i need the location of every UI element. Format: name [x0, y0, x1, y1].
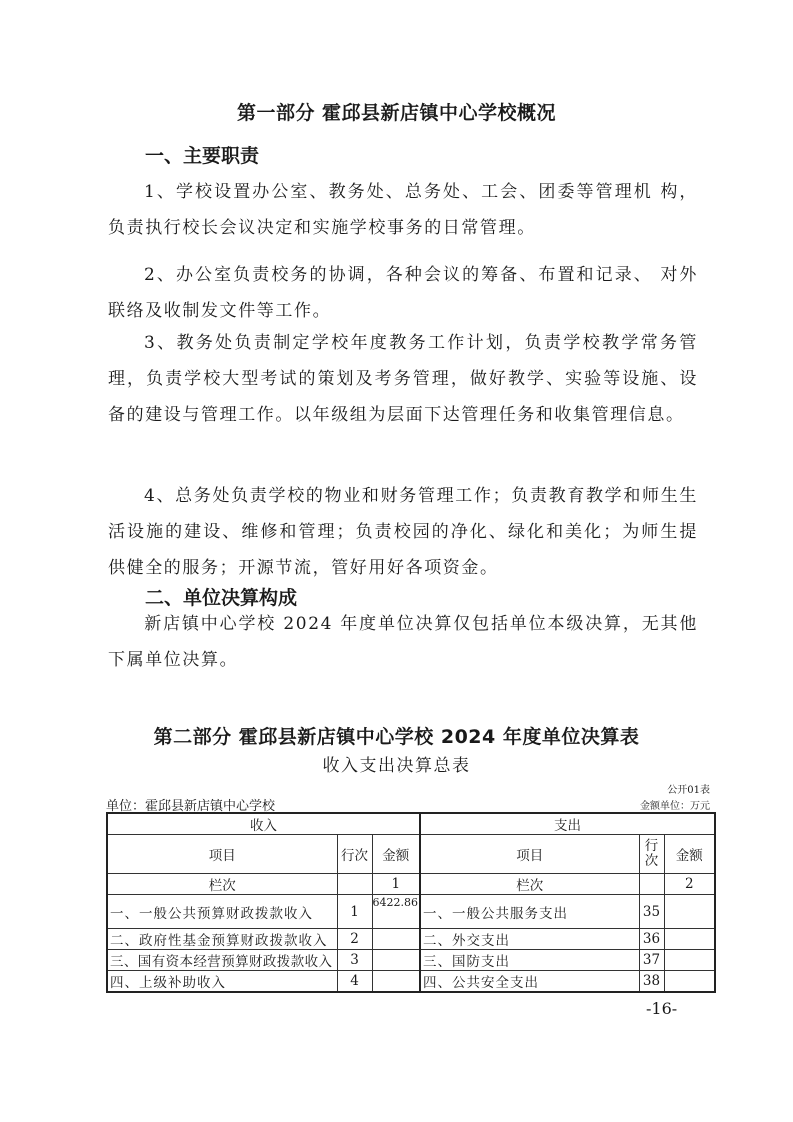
table-group-header-row	[107, 813, 715, 835]
expense-row-no-header-line1: 行	[644, 838, 659, 854]
duty-paragraph-1	[108, 174, 698, 246]
expense-column-index: 2	[664, 874, 715, 895]
page-number: -16-	[646, 999, 678, 1018]
expense-amount	[664, 971, 715, 993]
income-row-no: 3	[337, 950, 372, 971]
expense-item: 一、一般公共服务支出	[420, 895, 639, 929]
income-amount-header: 金额	[372, 835, 420, 874]
expense-row-no: 38	[639, 971, 664, 993]
expense-amount	[664, 929, 715, 950]
duty-paragraph-3	[108, 325, 698, 433]
expense-item: 三、国防支出	[420, 950, 639, 971]
expense-item: 四、公共安全支出	[420, 971, 639, 993]
income-column-index: 1	[372, 874, 420, 895]
expense-group-header: 支出	[420, 813, 715, 835]
duty-paragraph-3-text: 3、教务处负责制定学校年度教务工作计划，负责学校教学常务管理，负责学校大型考试的策划及考务管理，做好教学、实验等设施、设备的建设与管理工作。以年级组为层面下达管理任务和收集管理信息。	[108, 333, 698, 425]
composition-paragraph	[108, 606, 698, 678]
table-row	[107, 929, 715, 950]
expense-item: 二、外交支出	[420, 929, 639, 950]
expense-amount	[664, 895, 715, 929]
expense-row-no-header	[639, 835, 664, 874]
section1-heading: 一、主要职责	[145, 145, 260, 167]
section2-heading: 二、单位决算构成	[145, 587, 298, 609]
expense-amount-header: 金额	[664, 835, 715, 874]
amount-unit: 金额单位：万元	[640, 801, 710, 812]
form-code: 公开01表	[667, 785, 710, 796]
expense-column-index-label: 栏次	[420, 874, 639, 895]
income-item: 一、一般公共预算财政拨款收入	[107, 895, 337, 929]
income-column-index-blank	[337, 874, 372, 895]
income-item: 三、国有资本经营预算财政拨款收入	[107, 950, 337, 971]
income-amount	[372, 950, 420, 971]
duty-paragraph-4	[108, 478, 698, 586]
expense-row-no: 35	[639, 895, 664, 929]
part1-title: 第一部分 霍邱县新店镇中心学校概况	[236, 102, 557, 124]
composition-paragraph-text: 新店镇中心学校 2024 年度单位决算仅包括单位本级决算，无其他下属单位决算。	[108, 614, 698, 670]
income-amount	[372, 929, 420, 950]
column-index-row	[107, 874, 715, 895]
expense-column-index-blank	[639, 874, 664, 895]
table-row	[107, 971, 715, 993]
table-row	[107, 895, 715, 929]
table-title: 收入支出决算总表	[322, 756, 471, 776]
duty-paragraph-2	[108, 257, 698, 329]
income-column-index-label: 栏次	[107, 874, 337, 895]
income-item-header: 项目	[107, 835, 337, 874]
income-row-no: 2	[337, 929, 372, 950]
duty-paragraph-2-text: 2、办公室负责校务的协调，各种会议的筹备、布置和记录、 对外联络及收制发文件等工作。	[108, 265, 698, 321]
expense-item-header: 项目	[420, 835, 639, 874]
duty-paragraph-1-text: 1、学校设置办公室、教务处、总务处、工会、团委等管理机 构，负责执行校长会议决定和实施学校事务的日常管理。	[108, 182, 698, 238]
unit-label: 单位：霍邱县新店镇中心学校	[106, 799, 276, 814]
income-amount	[372, 971, 420, 993]
income-expense-summary-table	[106, 812, 716, 993]
expense-row-no: 37	[639, 950, 664, 971]
income-group-header: 收入	[107, 813, 420, 835]
expense-amount	[664, 950, 715, 971]
expense-row-no: 36	[639, 929, 664, 950]
income-amount: 6422.86	[372, 895, 420, 929]
income-row-no: 4	[337, 971, 372, 993]
income-row-no: 1	[337, 895, 372, 929]
income-item: 二、政府性基金预算财政拨款收入	[107, 929, 337, 950]
income-item: 四、上级补助收入	[107, 971, 337, 993]
part2-title: 第二部分 霍邱县新店镇中心学校 2024 年度单位决算表	[153, 726, 640, 748]
table-column-header-row	[107, 835, 715, 874]
income-row-no-header: 行次	[337, 835, 372, 874]
table-row	[107, 950, 715, 971]
duty-paragraph-4-text: 4、总务处负责学校的物业和财务管理工作；负责教育教学和师生生活设施的建设、维修和管理；负责校园的净化、绿化和美化；为师生提供健全的服务；开源节流，管好用好各项资金。	[108, 486, 698, 578]
expense-row-no-header-line2: 次	[644, 853, 659, 869]
